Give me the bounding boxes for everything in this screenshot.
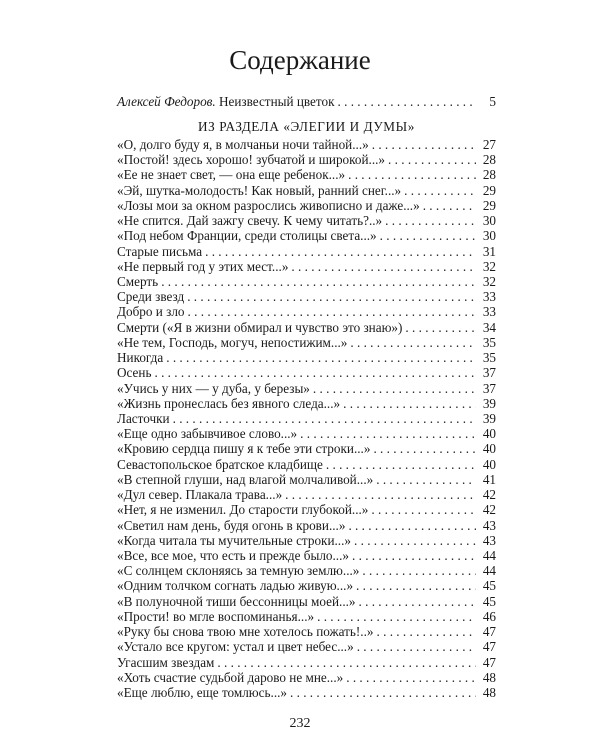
toc-entry-page: 44: [482, 563, 496, 579]
toc-entry-intro: [117, 93, 496, 110]
toc-entry-title: «В полуночной тиши бессонницы моей...»: [117, 593, 356, 609]
toc-entry-page: 45: [482, 578, 496, 594]
toc-entry-page: 46: [482, 608, 496, 624]
toc-entry-title: Старые письма: [117, 243, 203, 259]
toc-entry-title: «Нет, я не изменил. До старости глубокой...»: [117, 502, 369, 518]
toc-entry-page: 37: [482, 380, 496, 396]
toc-entry-page: 30: [482, 228, 496, 244]
toc-entry-page: 29: [482, 182, 496, 198]
toc-entry: [117, 684, 496, 701]
toc-entry-title: Среди звезд: [117, 289, 185, 305]
toc-entry-author: Алексей Федоров.: [117, 94, 216, 109]
toc-entry-title: «Все, все мое, что есть и прежде было...»: [117, 547, 349, 563]
toc-entry-page: 28: [482, 152, 496, 168]
toc-entry-title-text: Неизвестный цветок: [215, 94, 335, 109]
toc-entry-page: 45: [482, 593, 496, 609]
toc-entry-page: 29: [482, 197, 496, 213]
toc-entry-title: «Не тем, Господь, могуч, непостижим...»: [117, 334, 348, 350]
page-number: 232: [289, 716, 311, 731]
toc-entry-page: 28: [482, 167, 496, 183]
toc-entry-page: 43: [482, 517, 496, 533]
toc-entry-page: 27: [482, 137, 496, 152]
toc-entry-page: 33: [482, 289, 496, 305]
toc-entry-title: «Жизнь пронеслась без явного следа...»: [117, 395, 341, 411]
toc-entry-page: 47: [482, 639, 496, 655]
toc-entry-title: Добро и зло: [117, 304, 185, 320]
toc-entry-title: «Еще люблю, еще томлюсь...»: [117, 684, 288, 700]
toc-entry-title: «Кровию сердца пишу я к тебе эти строки...»: [117, 441, 371, 457]
toc-entry-page: 39: [482, 411, 496, 426]
toc-entry-title: «Не спится. Дай зажгу свечу. К чему читать?..»: [117, 213, 383, 229]
toc-entry-title: Севастопольское братское кладбище: [117, 456, 323, 472]
toc-entry-page: 42: [482, 487, 496, 503]
toc-entry-title: «Прости! во мгле воспоминанья...»: [117, 608, 315, 624]
toc-entry-title: «О, долго буду я, в молчаньи ночи тайной...»: [117, 137, 369, 152]
toc-entry-title: Смерти («Я в жизни обмирал и чувство это знаю»): [117, 319, 403, 335]
toc-entry-title: [117, 93, 335, 110]
toc-entry-page: 47: [482, 654, 496, 670]
toc-entry-title: «Лозы мои за окном разрослись живописно и даже...»: [117, 197, 420, 213]
toc-entry-title: «С солнцем склоняясь за темную землю...»: [117, 563, 360, 579]
toc-entry-title: «Постой! здесь хорошо! зубчатой и широкой...»: [117, 152, 386, 168]
toc-entry-title: Ласточки: [117, 411, 170, 426]
toc-entry-title: Осень: [117, 365, 152, 381]
toc-entry-page: 40: [482, 426, 496, 442]
toc-entry-title: «Дул север. Плакала трава...»: [117, 487, 283, 503]
toc-entry-title: «Под небом Франции, среди столицы света...»: [117, 228, 377, 244]
toc-entry-page: 42: [482, 502, 496, 518]
toc-entry-title: Угасшим звездам: [117, 654, 215, 670]
toc-entry-page: 34: [482, 319, 496, 335]
toc-entry-page: 37: [482, 365, 496, 381]
section-heading: ИЗ РАЗДЕЛА «ЭЛЕГИИ И ДУМЫ»: [198, 119, 415, 134]
toc-entry-title: «Еще одно забывчивое слово...»: [117, 426, 298, 442]
toc-entry-title: «Светил нам день, будя огонь в крови...»: [117, 517, 346, 533]
toc-entry-page: 5: [489, 94, 496, 109]
toc-entry-page: 39: [482, 395, 496, 411]
toc-entry-title: «Устало все кругом: устал и цвет небес...»: [117, 639, 354, 655]
toc-entry-title: Смерть: [117, 274, 159, 289]
toc-entry-page: 40: [482, 456, 496, 472]
toc-entry-page: 43: [482, 532, 496, 548]
toc-entry-title: «Одним толчком согнать ладью живую...»: [117, 578, 354, 594]
toc-entry-page: 48: [482, 669, 496, 685]
dot-leader: [290, 684, 476, 701]
toc-entry-title: «Не первый год у этих мест...»: [117, 258, 289, 274]
dot-leader: [338, 93, 477, 110]
toc-entry-page: 44: [482, 547, 496, 563]
toc-entry-title: «Руку бы снова твою мне хотелось пожать!..»: [117, 624, 374, 639]
toc-entry-page: 35: [482, 334, 496, 350]
toc-entry-title: «Учись у них — у дуба, у березы»: [117, 380, 310, 396]
toc-entry-title: Никогда: [117, 350, 164, 366]
toc-entry-page: 33: [482, 304, 496, 320]
toc-entry-title: «Ее не знает свет, — она еще ребенок...»: [117, 167, 346, 183]
toc-entry-title: «В степной глуши, над влагой молчаливой...»: [117, 471, 374, 487]
toc-entry-page: 48: [482, 684, 496, 700]
toc-entry-page: 40: [482, 441, 496, 457]
page-title: Содержание: [229, 45, 371, 75]
toc-entry-page: 35: [482, 350, 496, 366]
toc-entry-page: 41: [482, 471, 496, 487]
toc-entry-title: «Эй, шутка-молодость! Как новый, ранний снег...»: [117, 182, 402, 198]
toc-entry-page: 31: [482, 243, 496, 259]
toc-entry-title: «Когда читала ты мучительные строки...»: [117, 532, 351, 548]
toc-entry-page: 32: [482, 274, 496, 289]
toc-entry-page: 47: [482, 624, 496, 639]
toc-entry-page: 32: [482, 258, 496, 274]
toc-entry-page: 30: [482, 213, 496, 229]
toc-entry-title: «Хоть счастие судьбой дарово не мне...»: [117, 669, 344, 685]
